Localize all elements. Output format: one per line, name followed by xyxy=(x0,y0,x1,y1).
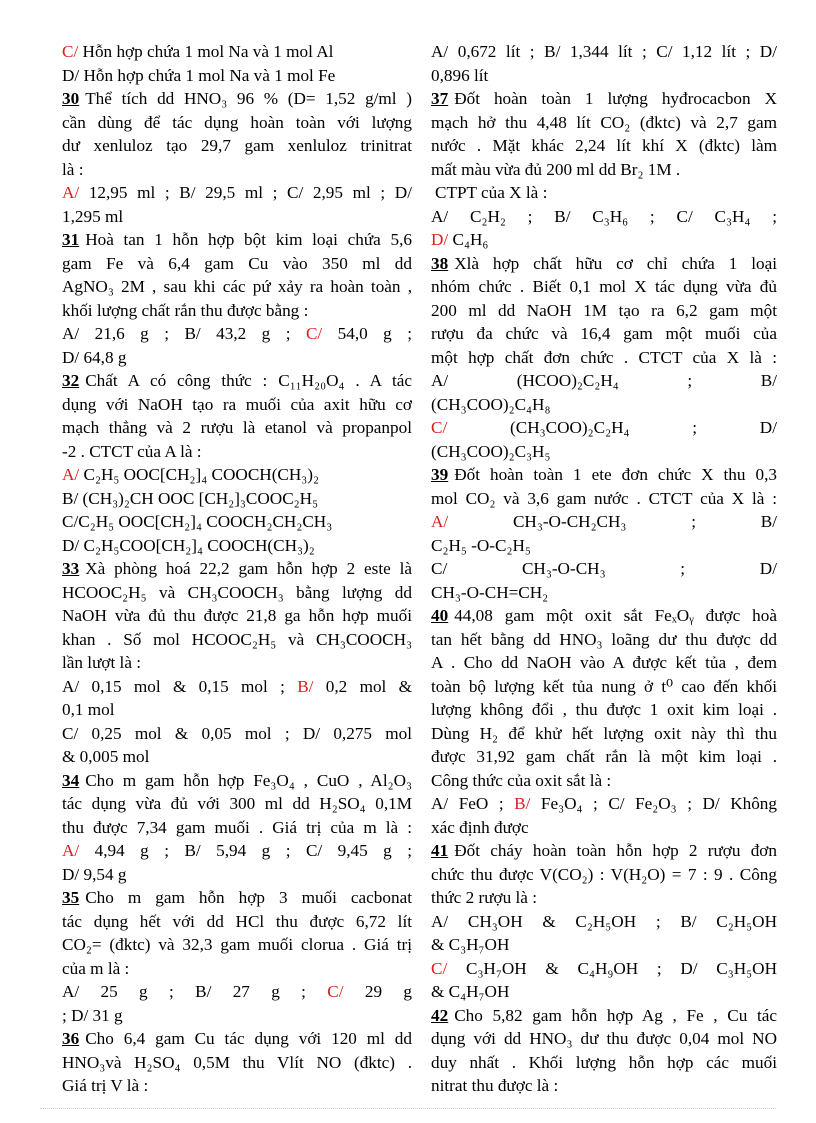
line-text: CTPT của X là : xyxy=(435,183,548,202)
text-line xyxy=(431,322,777,346)
question-line xyxy=(62,557,412,581)
text-line xyxy=(62,863,412,887)
line-text: Đốt cháy hoàn toàn hỗn hợp 2 rượu đơn xyxy=(454,841,777,860)
text-line xyxy=(431,581,777,605)
line-text: được 31,92 gam chất rắn là một kim loại . xyxy=(431,747,777,766)
line-text: rượu đa chức và 16,4 gam một muối của xyxy=(431,324,777,343)
line-text: (CH₃COO)₂C₃H₅ xyxy=(431,441,551,461)
correct-answer-mark: C/ xyxy=(305,324,323,343)
text-line xyxy=(62,252,412,276)
line-text: D/ 9,54 g xyxy=(62,864,127,884)
line-text: nitrat thu được là : xyxy=(431,1076,559,1095)
question-line xyxy=(431,252,777,276)
question-number: 35 xyxy=(62,888,80,907)
text-line xyxy=(62,722,412,746)
text-line xyxy=(431,393,777,417)
question-number: 33 xyxy=(62,559,80,578)
line-text: C/C₂H₅ OOC[CH₂]₄ COOCH₂CH₂CH₃ xyxy=(62,512,333,531)
line-text: B/ (CH₃)₂CH OOC [CH₂]₃COOC₂H₅ xyxy=(62,488,319,508)
line-text: chức thu được V(CO₂) : V(H₂O) = 7 : 9 . Công xyxy=(431,864,777,884)
answer-option-text: C/ (CH₃COO)₂C₂H₄ ; D/ xyxy=(431,418,777,437)
line-text: A/ CH₃OH & C₂H₅OH ; B/ C₂H₅OH xyxy=(431,911,777,931)
answer-option-text: A/ 4,94 g ; B/ 5,94 g ; C/ 9,45 g ; xyxy=(62,841,412,860)
text-line xyxy=(431,40,777,64)
text-line xyxy=(431,1074,777,1098)
line-text: HNO₃và H₂SO₄ 0,5M thu Vlít NO (đktc) . xyxy=(62,1052,412,1072)
left-column xyxy=(62,40,412,1098)
line-text: A/ (HCOO)₂C₂H₄ ; B/ xyxy=(431,371,777,390)
line-text: 44,08 gam một oxit sắt FeₓOᵧ được hoà xyxy=(454,606,777,625)
line-text: & C₄H₇OH xyxy=(431,982,510,1001)
line-text: Giá trị V là : xyxy=(62,1076,149,1095)
question-number: 31 xyxy=(62,230,80,249)
line-text: NaOH vừa đủ thu được 21,8 ga hỗn hợp muối xyxy=(62,606,412,625)
text-line xyxy=(431,299,777,323)
text-line xyxy=(62,299,412,323)
text-line xyxy=(62,675,412,699)
text-line xyxy=(431,205,777,229)
text-line xyxy=(62,933,412,957)
question-line xyxy=(62,769,412,793)
text-line xyxy=(431,792,777,816)
text-line xyxy=(62,64,412,88)
line-text: là : xyxy=(62,159,84,179)
line-text: dư xenluloz tạo 29,7 gam xenluloz trinitrat xyxy=(62,136,412,155)
answer-option-text: A/ CH₃-O-CH₂CH₃ ; B/ xyxy=(431,512,777,531)
text-line xyxy=(431,651,777,675)
text-line xyxy=(62,111,412,135)
correct-answer-mark: C/ xyxy=(431,418,448,437)
text-line xyxy=(62,40,412,64)
question-number: 42 xyxy=(431,1005,449,1025)
text-line xyxy=(431,369,777,393)
question-line xyxy=(62,87,412,111)
line-text: & C₃H₇OH xyxy=(431,935,510,954)
line-text: 0,1 mol xyxy=(62,700,115,719)
line-text: dụng với NaOH tạo ra muối của axit hữu cơ xyxy=(62,394,412,414)
correct-answer-mark: A/ xyxy=(431,512,449,531)
line-text: cần dùng để tác dụng hoàn toàn với lượng xyxy=(62,112,412,132)
line-text: HCOOC₂H₅ và CH₃COOCH₃ bằng lượng dd xyxy=(62,582,412,602)
line-text: Dùng H₂ để khử hết lượng oxit này thì thu xyxy=(431,723,777,743)
question-line xyxy=(431,839,777,863)
question-line xyxy=(431,463,777,487)
correct-answer-mark: A/ xyxy=(62,183,80,202)
correct-answer-mark: D/ xyxy=(431,230,449,249)
line-text: mạch hở thu 4,48 lít CO₂ (đktc) và 2,7 gam xyxy=(431,112,777,132)
text-line xyxy=(431,863,777,887)
text-line xyxy=(431,675,777,699)
text-line xyxy=(62,1074,412,1098)
text-line xyxy=(62,1004,412,1028)
line-text: (CH₃COO)₂C₄H₈ xyxy=(431,394,551,414)
text-line xyxy=(431,510,777,534)
line-text: Xà phòng hoá 22,2 gam hỗn hợp 2 este là xyxy=(85,559,412,578)
text-line xyxy=(62,393,412,417)
line-text: lần lượt là : xyxy=(62,653,142,672)
text-line xyxy=(431,957,777,981)
text-line xyxy=(431,440,777,464)
correct-answer-mark: B/ xyxy=(297,676,314,696)
text-line xyxy=(62,510,412,534)
correct-answer-mark: B/ xyxy=(514,794,531,813)
line-text: Hoà tan 1 hỗn hợp bột kim loại chứa 5,6 xyxy=(85,230,412,249)
text-line xyxy=(431,487,777,511)
line-text: duy nhất . Khối lượng hỗn hợp các muối xyxy=(431,1052,777,1072)
text-line xyxy=(62,205,412,229)
question-number: 36 xyxy=(62,1029,80,1048)
question-line xyxy=(62,1027,412,1051)
text-line xyxy=(431,698,777,722)
correct-answer-mark: C/ xyxy=(327,982,344,1001)
text-line xyxy=(431,933,777,957)
text-line xyxy=(431,816,777,840)
line-text: A/ C₂H₂ ; B/ C₃H₆ ; C/ C₃H₄ ; xyxy=(431,206,777,226)
line-text: & 0,005 mol xyxy=(62,747,150,766)
line-text: A . Cho dd NaOH vào A được kết tủa , đem xyxy=(431,653,777,672)
text-line xyxy=(62,651,412,675)
answer-option-text: A/ 21,6 g ; B/ 43,2 g ; C/ 54,0 g ; xyxy=(62,324,412,343)
answer-option-text: C/ Hỗn hợp chứa 1 mol Na và 1 mol Al xyxy=(62,42,334,61)
line-text: Thể tích dd HNO₃ 96 % (D= 1,52 g/ml ) xyxy=(85,89,412,108)
line-text: AgNO₃ 2M , sau khi các pứ xảy ra hoàn toàn , xyxy=(62,277,412,296)
text-line xyxy=(62,416,412,440)
question-number: 37 xyxy=(431,89,449,108)
text-line xyxy=(431,886,777,910)
question-number: 34 xyxy=(62,770,80,790)
line-text: D/ 64,8 g xyxy=(62,347,127,367)
line-text: Chất A có công thức : C₁₁H₂₀O₄ . A tác xyxy=(85,371,412,390)
text-line xyxy=(62,134,412,158)
text-line xyxy=(62,839,412,863)
line-text: tác dụng vừa đủ với 300 ml dd H₂SO₄ 0,1M xyxy=(62,794,412,813)
answer-option-text: C/ C₃H₇OH & C₄H₉OH ; D/ C₃H₅OH xyxy=(431,958,777,978)
line-text: Cho m gam hỗn hợp 3 muối cacbonat xyxy=(85,888,412,907)
text-line xyxy=(431,416,777,440)
line-text: Cho m gam hỗn hợp Fe₃O₄ , CuO , Al₂O₃ xyxy=(85,770,412,790)
line-text: Đốt hoàn toàn 1 ete đơn chức X thu 0,3 xyxy=(454,465,777,484)
line-text: Công thức của oxit sắt là : xyxy=(431,770,612,790)
text-line xyxy=(62,745,412,769)
text-line xyxy=(431,722,777,746)
text-line xyxy=(62,463,412,487)
text-line xyxy=(431,228,777,252)
text-line xyxy=(62,628,412,652)
text-line xyxy=(431,1051,777,1075)
question-number: 40 xyxy=(431,606,449,625)
line-text: D/ Hỗn hợp chứa 1 mol Na và 1 mol Fe xyxy=(62,65,336,85)
line-text: khan . Số mol HCOOC₂H₅ và CH₃COOCH₃ xyxy=(62,629,412,649)
text-line xyxy=(431,745,777,769)
text-line xyxy=(62,440,412,464)
question-line xyxy=(431,1004,777,1028)
text-line xyxy=(62,275,412,299)
page-divider xyxy=(40,1108,776,1109)
line-text: tan hết bằng dd HNO₃ loãng dư thu được dd xyxy=(431,629,777,649)
text-line xyxy=(431,557,777,581)
line-text: mol CO₂ và 3,6 gam nước . CTCT của X là : xyxy=(431,488,777,508)
line-text: -2 . CTCT của A là : xyxy=(62,441,202,461)
question-line xyxy=(62,886,412,910)
line-text: lượng không đổi , thu được 1 oxit kim loại . xyxy=(431,700,777,719)
correct-answer-mark: A/ xyxy=(62,841,80,860)
line-text: khối lượng chất rắn thu được bằng : xyxy=(62,300,309,320)
line-text: CO₂= (đktc) và 32,3 gam muối clorua . Giá trị xyxy=(62,935,412,954)
text-line xyxy=(431,534,777,558)
text-line xyxy=(62,957,412,981)
line-text: CH₃-O-CH=CH₂ xyxy=(431,582,549,602)
line-text: mất màu vừa đủ 200 ml dd Br₂ 1M . xyxy=(431,159,681,179)
text-line xyxy=(62,487,412,511)
line-text: một hợp chất đơn chức . CTCT của X là : xyxy=(431,347,777,367)
text-line xyxy=(431,910,777,934)
text-line xyxy=(62,1051,412,1075)
line-text: 200 ml dd NaOH 1M tạo ra 6,2 gam một xyxy=(431,300,777,320)
text-line xyxy=(62,698,412,722)
text-line xyxy=(431,628,777,652)
line-text: Cho 6,4 gam Cu tác dụng với 120 ml dd xyxy=(85,1029,412,1048)
line-text: C/ 0,25 mol & 0,05 mol ; D/ 0,275 mol xyxy=(62,723,412,743)
question-line xyxy=(62,228,412,252)
question-number: 30 xyxy=(62,89,80,108)
line-text: Cho 5,82 gam hỗn hợp Ag , Fe , Cu tác xyxy=(454,1005,777,1025)
answer-option-text: D/ C₄H₆ xyxy=(431,230,489,249)
text-line xyxy=(431,980,777,1004)
line-text: D/ C₂H₅COO[CH₂]₄ COOCH(CH₃)₂ xyxy=(62,535,315,555)
question-number: 39 xyxy=(431,465,449,484)
line-text: gam Fe và 6,4 gam Cu vào 350 ml dd xyxy=(62,253,412,273)
right-column xyxy=(431,40,777,1098)
text-line xyxy=(62,604,412,628)
text-line xyxy=(62,346,412,370)
answer-option-text: A/ 12,95 ml ; B/ 29,5 ml ; C/ 2,95 ml ; D/ xyxy=(62,183,412,202)
answer-option-text: A/ 25 g ; B/ 27 g ; C/ 29 g xyxy=(62,982,412,1001)
question-number: 32 xyxy=(62,371,80,390)
text-line xyxy=(431,275,777,299)
line-text: của m là : xyxy=(62,958,130,978)
line-text: C/ CH₃-O-CH₃ ; D/ xyxy=(431,559,777,578)
text-line xyxy=(62,816,412,840)
line-text: ; D/ 31 g xyxy=(62,1005,123,1025)
text-line xyxy=(62,910,412,934)
question-line xyxy=(431,87,777,111)
question-line xyxy=(62,369,412,393)
line-text: C₂H₅ -O-C₂H₅ xyxy=(431,535,531,555)
line-text: toàn bộ lượng kết tủa nung ở t⁰ cao đến khối xyxy=(431,676,777,696)
text-line xyxy=(62,322,412,346)
text-line xyxy=(431,1027,777,1051)
question-number: 41 xyxy=(431,841,449,860)
answer-option-text: A/ C₂H₅ OOC[CH₂]₄ COOCH(CH₃)₂ xyxy=(62,465,320,484)
text-line xyxy=(62,792,412,816)
line-text: Xlà hợp chất hữu cơ chỉ chứa 1 loại xyxy=(454,253,777,273)
line-text: thức 2 rượu là : xyxy=(431,888,537,907)
text-line xyxy=(431,134,777,158)
line-text: 1,295 ml xyxy=(62,206,124,226)
text-line xyxy=(431,769,777,793)
text-line xyxy=(62,534,412,558)
question-line xyxy=(431,604,777,628)
text-line xyxy=(62,581,412,605)
line-text: nước . Mặt khác 2,24 lít khí X (đktc) làm xyxy=(431,136,777,155)
correct-answer-mark: C/ xyxy=(62,42,79,61)
line-text: thu được 7,34 gam muối . Giá trị của m là : xyxy=(62,817,412,837)
line-text: xác định được xyxy=(431,817,529,837)
line-text: 0,896 lít xyxy=(431,65,489,85)
line-text: nhóm chức . Biết 0,1 mol X tác dụng vừa đủ xyxy=(431,277,777,296)
line-text: dụng với dd HNO₃ dư thu được 0,04 mol NO xyxy=(431,1029,777,1048)
text-line xyxy=(431,64,777,88)
line-text: Đốt hoàn toàn 1 lượng hyđrocacbon X xyxy=(454,89,777,108)
question-number: 38 xyxy=(431,253,449,273)
answer-option-text: A/ 0,15 mol & 0,15 mol ; B/ 0,2 mol & xyxy=(62,676,412,696)
line-text: A/ 0,672 lít ; B/ 1,344 lít ; C/ 1,12 lít ; D/ xyxy=(431,42,777,61)
text-line xyxy=(62,980,412,1004)
text-line xyxy=(62,181,412,205)
text-line xyxy=(431,111,777,135)
correct-answer-mark: C/ xyxy=(431,958,448,978)
line-text: tác dụng hết với dd HCl thu được 6,72 lít xyxy=(62,911,412,931)
text-line xyxy=(431,346,777,370)
correct-answer-mark: A/ xyxy=(62,465,80,484)
text-line xyxy=(431,181,777,205)
answer-option-text: A/ FeO ; B/ Fe₃O₄ ; C/ Fe₂O₃ ; D/ Không xyxy=(431,794,777,813)
line-text: mạch thẳng và 2 rượu là etanol và propanpol xyxy=(62,418,412,437)
text-line xyxy=(62,158,412,182)
text-line xyxy=(431,158,777,182)
